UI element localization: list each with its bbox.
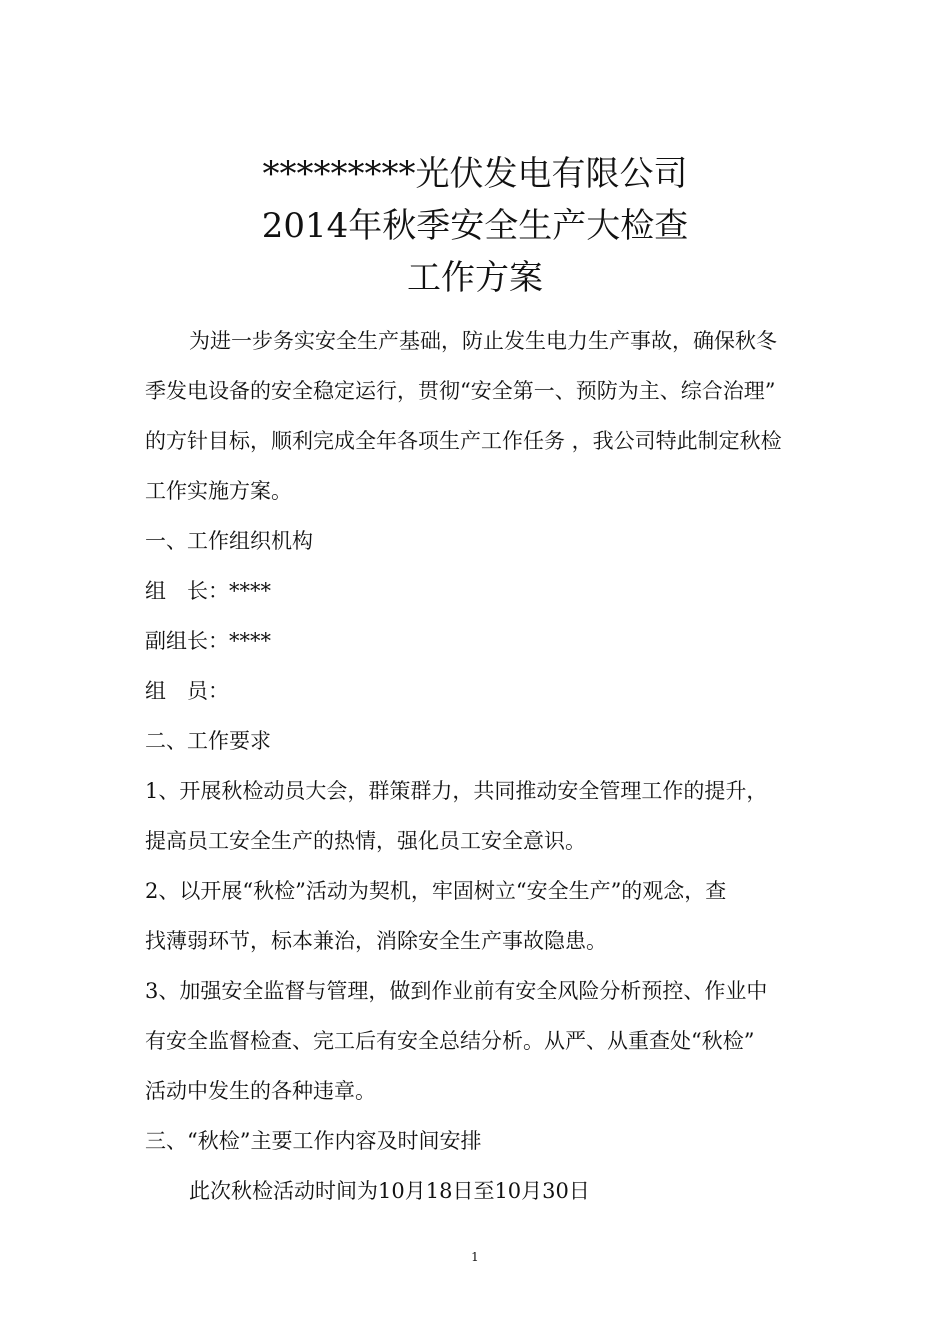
document-body [145, 316, 815, 1216]
section3-heading: 三、“秋检”主要工作内容及时间安排 [145, 1129, 482, 1153]
page-number: 1 [471, 1250, 479, 1264]
schedule-line: 此次秋检活动时间为10月18日至10月30日 [189, 1179, 590, 1203]
requirement1-line: 1、开展秋检动员大会，群策群力，共同推动安全管理工作的提升， [145, 779, 768, 803]
intro-line: 为进一步务实安全生产基础，防止发生电力生产事故，确保秋冬 [189, 329, 777, 353]
document-title [0, 148, 950, 304]
requirement1-line: 提高员工安全生产的热情，强化员工安全意识。 [145, 829, 586, 853]
requirement2-line: 2、以开展“秋检”活动为契机，牢固树立“安全生产”的观念，查 [145, 879, 727, 903]
requirement3-line: 3、加强安全监督与管理，做到作业前有安全风险分析预控、作业中 [145, 979, 768, 1003]
intro-line: 工作实施方案。 [145, 479, 292, 503]
section1-heading: 一、工作组织机构 [145, 529, 313, 553]
members-line: 组 员： [145, 679, 229, 703]
requirement3-line: 有安全监督检查、完工后有安全总结分析。从严、从重查处“秋检” [145, 1029, 755, 1053]
intro-line: 季发电设备的安全稳定运行，贯彻“安全第一、预防为主、综合治理” [145, 379, 776, 403]
leader-line: 组 长：**** [145, 579, 271, 603]
requirement3-line: 活动中发生的各种违章。 [145, 1079, 376, 1103]
intro-line: 的方针目标，顺利完成全年各项生产工作任务 ，我公司特此制定秋检 [145, 429, 782, 453]
deputy-leader-line: 副组长：**** [145, 629, 271, 653]
section2-heading: 二、工作要求 [145, 729, 271, 753]
title-inspection: 2014年秋季安全生产大检查 [261, 206, 689, 246]
requirement2-line: 找薄弱环节，标本兼治，消除安全生产事故隐患。 [145, 929, 607, 953]
title-company: *********光伏发电有限公司 [262, 154, 688, 194]
title-plan: 工作方案 [407, 258, 543, 298]
